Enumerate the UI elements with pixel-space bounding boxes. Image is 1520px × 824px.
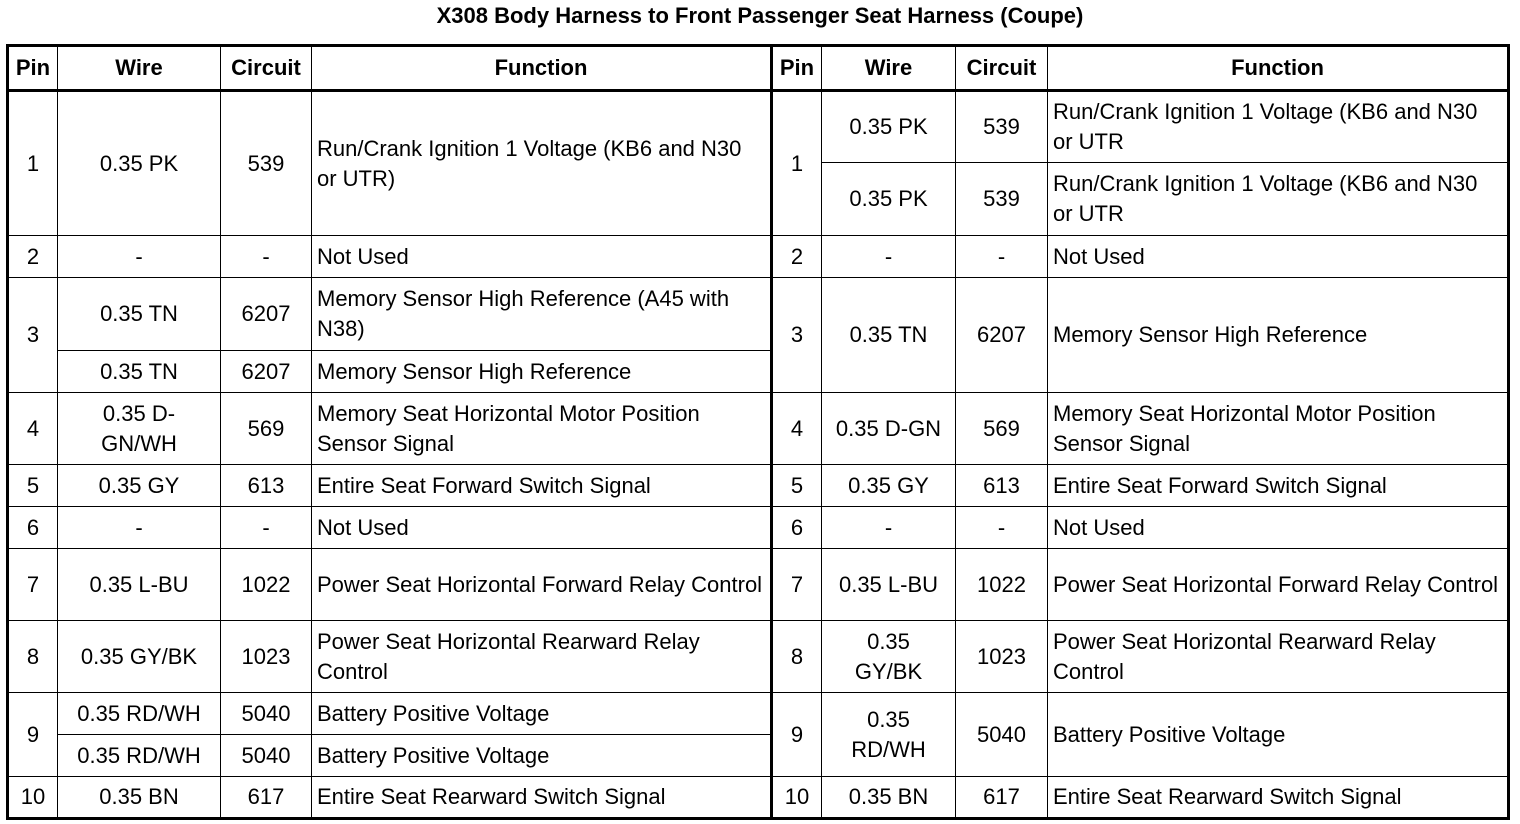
left-circuit-cell: 539 bbox=[221, 91, 312, 236]
left-wire-cell: 0.35 RD/WH bbox=[58, 693, 221, 735]
right-circuit-cell: 6207 bbox=[956, 278, 1048, 393]
right-pin-cell: 10 bbox=[772, 777, 822, 819]
right-circuit-cell: 539 bbox=[956, 163, 1048, 236]
right-pin-cell: 4 bbox=[772, 393, 822, 465]
left-wire-cell: 0.35 TN bbox=[58, 278, 221, 351]
right-wire-cell: 0.35 PK bbox=[822, 163, 956, 236]
left-circuit-cell: 6207 bbox=[221, 351, 312, 393]
right-wire-cell: 0.35 D-GN bbox=[822, 393, 956, 465]
left-wire-cell: 0.35 L-BU bbox=[58, 549, 221, 621]
right-wire-cell: 0.35 PK bbox=[822, 91, 956, 163]
left-circuit-cell: 1023 bbox=[221, 621, 312, 693]
left-circuit-cell: 617 bbox=[221, 777, 312, 819]
left-pin-cell: 4 bbox=[8, 393, 58, 465]
right-function-cell: Power Seat Horizontal Forward Relay Control bbox=[1048, 549, 1509, 621]
right-circuit-cell: 539 bbox=[956, 91, 1048, 163]
right-wire-cell: 0.35 GY bbox=[822, 465, 956, 507]
header-wire: Wire bbox=[822, 46, 956, 91]
left-pin-cell: 6 bbox=[8, 507, 58, 549]
left-function-cell: Memory Sensor High Reference (A45 with N38) bbox=[312, 278, 772, 351]
right-function-cell: Not Used bbox=[1048, 507, 1509, 549]
right-wire-cell: 0.35 L-BU bbox=[822, 549, 956, 621]
left-pin-cell: 1 bbox=[8, 91, 58, 236]
left-circuit-cell: - bbox=[221, 236, 312, 278]
right-function-cell: Memory Sensor High Reference bbox=[1048, 278, 1509, 393]
left-function-cell: Battery Positive Voltage bbox=[312, 693, 772, 735]
header-wire: Wire bbox=[58, 46, 221, 91]
left-pin-cell: 10 bbox=[8, 777, 58, 819]
left-function-cell: Battery Positive Voltage bbox=[312, 735, 772, 777]
right-wire-cell: 0.35 GY/BK bbox=[822, 621, 956, 693]
right-pin-cell: 3 bbox=[772, 278, 822, 393]
right-pin-cell: 9 bbox=[772, 693, 822, 777]
left-pin-cell: 7 bbox=[8, 549, 58, 621]
right-pin-cell: 8 bbox=[772, 621, 822, 693]
left-function-cell: Memory Seat Horizontal Motor Position Sensor Signal bbox=[312, 393, 772, 465]
left-wire-cell: 0.35 GY/BK bbox=[58, 621, 221, 693]
left-function-cell: Entire Seat Rearward Switch Signal bbox=[312, 777, 772, 819]
right-circuit-cell: - bbox=[956, 236, 1048, 278]
right-pin-cell: 2 bbox=[772, 236, 822, 278]
right-function-cell: Not Used bbox=[1048, 236, 1509, 278]
header-function: Function bbox=[1048, 46, 1509, 91]
left-wire-cell: 0.35 GY bbox=[58, 465, 221, 507]
right-circuit-cell: 1022 bbox=[956, 549, 1048, 621]
right-pin-cell: 1 bbox=[772, 91, 822, 236]
right-wire-cell: 0.35 TN bbox=[822, 278, 956, 393]
left-function-cell: Not Used bbox=[312, 507, 772, 549]
table-row bbox=[8, 507, 1509, 549]
left-pin-cell: 2 bbox=[8, 236, 58, 278]
right-function-cell: Battery Positive Voltage bbox=[1048, 693, 1509, 777]
table-row bbox=[8, 465, 1509, 507]
table-row bbox=[8, 777, 1509, 819]
table-row bbox=[8, 91, 1509, 163]
right-function-cell: Run/Crank Ignition 1 Voltage (KB6 and N30 or UTR bbox=[1048, 91, 1509, 163]
header-circuit: Circuit bbox=[221, 46, 312, 91]
right-wire-cell: 0.35 BN bbox=[822, 777, 956, 819]
right-wire-cell: - bbox=[822, 507, 956, 549]
left-circuit-cell: 569 bbox=[221, 393, 312, 465]
left-wire-cell: - bbox=[58, 507, 221, 549]
table-row bbox=[8, 621, 1509, 693]
right-function-cell: Run/Crank Ignition 1 Voltage (KB6 and N30 or UTR bbox=[1048, 163, 1509, 236]
right-function-cell: Entire Seat Rearward Switch Signal bbox=[1048, 777, 1509, 819]
left-wire-cell: 0.35 D-GN/WH bbox=[58, 393, 221, 465]
header-pin: Pin bbox=[8, 46, 58, 91]
table-row bbox=[8, 393, 1509, 465]
left-function-cell: Not Used bbox=[312, 236, 772, 278]
right-function-cell: Power Seat Horizontal Rearward Relay Control bbox=[1048, 621, 1509, 693]
table-row bbox=[8, 278, 1509, 351]
table-row bbox=[8, 693, 1509, 735]
right-pin-cell: 6 bbox=[772, 507, 822, 549]
left-wire-cell: 0.35 PK bbox=[58, 91, 221, 236]
right-wire-cell: - bbox=[822, 236, 956, 278]
left-circuit-cell: 5040 bbox=[221, 693, 312, 735]
left-circuit-cell: 613 bbox=[221, 465, 312, 507]
left-circuit-cell: 6207 bbox=[221, 278, 312, 351]
right-circuit-cell: 569 bbox=[956, 393, 1048, 465]
left-pin-cell: 8 bbox=[8, 621, 58, 693]
header-function: Function bbox=[312, 46, 772, 91]
header-row bbox=[8, 46, 1509, 91]
right-wire-cell: 0.35 RD/WH bbox=[822, 693, 956, 777]
table-row bbox=[8, 236, 1509, 278]
left-circuit-cell: 5040 bbox=[221, 735, 312, 777]
pinout-table bbox=[6, 44, 1510, 820]
left-function-cell: Power Seat Horizontal Rearward Relay Control bbox=[312, 621, 772, 693]
left-wire-cell: 0.35 RD/WH bbox=[58, 735, 221, 777]
left-pin-cell: 3 bbox=[8, 278, 58, 393]
left-function-cell: Entire Seat Forward Switch Signal bbox=[312, 465, 772, 507]
right-circuit-cell: 617 bbox=[956, 777, 1048, 819]
left-wire-cell: 0.35 BN bbox=[58, 777, 221, 819]
left-wire-cell: 0.35 TN bbox=[58, 351, 221, 393]
table-row bbox=[8, 549, 1509, 621]
document-title: X308 Body Harness to Front Passenger Seat Harness (Coupe) bbox=[436, 3, 1084, 28]
left-wire-cell: - bbox=[58, 236, 221, 278]
right-circuit-cell: 613 bbox=[956, 465, 1048, 507]
left-circuit-cell: - bbox=[221, 507, 312, 549]
right-function-cell: Memory Seat Horizontal Motor Position Sensor Signal bbox=[1048, 393, 1509, 465]
left-function-cell: Memory Sensor High Reference bbox=[312, 351, 772, 393]
left-circuit-cell: 1022 bbox=[221, 549, 312, 621]
left-function-cell: Power Seat Horizontal Forward Relay Control bbox=[312, 549, 772, 621]
right-circuit-cell: - bbox=[956, 507, 1048, 549]
right-circuit-cell: 5040 bbox=[956, 693, 1048, 777]
right-function-cell: Entire Seat Forward Switch Signal bbox=[1048, 465, 1509, 507]
header-circuit: Circuit bbox=[956, 46, 1048, 91]
left-pin-cell: 9 bbox=[8, 693, 58, 777]
left-function-cell: Run/Crank Ignition 1 Voltage (KB6 and N30 or UTR) bbox=[312, 91, 772, 236]
left-pin-cell: 5 bbox=[8, 465, 58, 507]
right-pin-cell: 5 bbox=[772, 465, 822, 507]
right-circuit-cell: 1023 bbox=[956, 621, 1048, 693]
header-pin: Pin bbox=[772, 46, 822, 91]
right-pin-cell: 7 bbox=[772, 549, 822, 621]
